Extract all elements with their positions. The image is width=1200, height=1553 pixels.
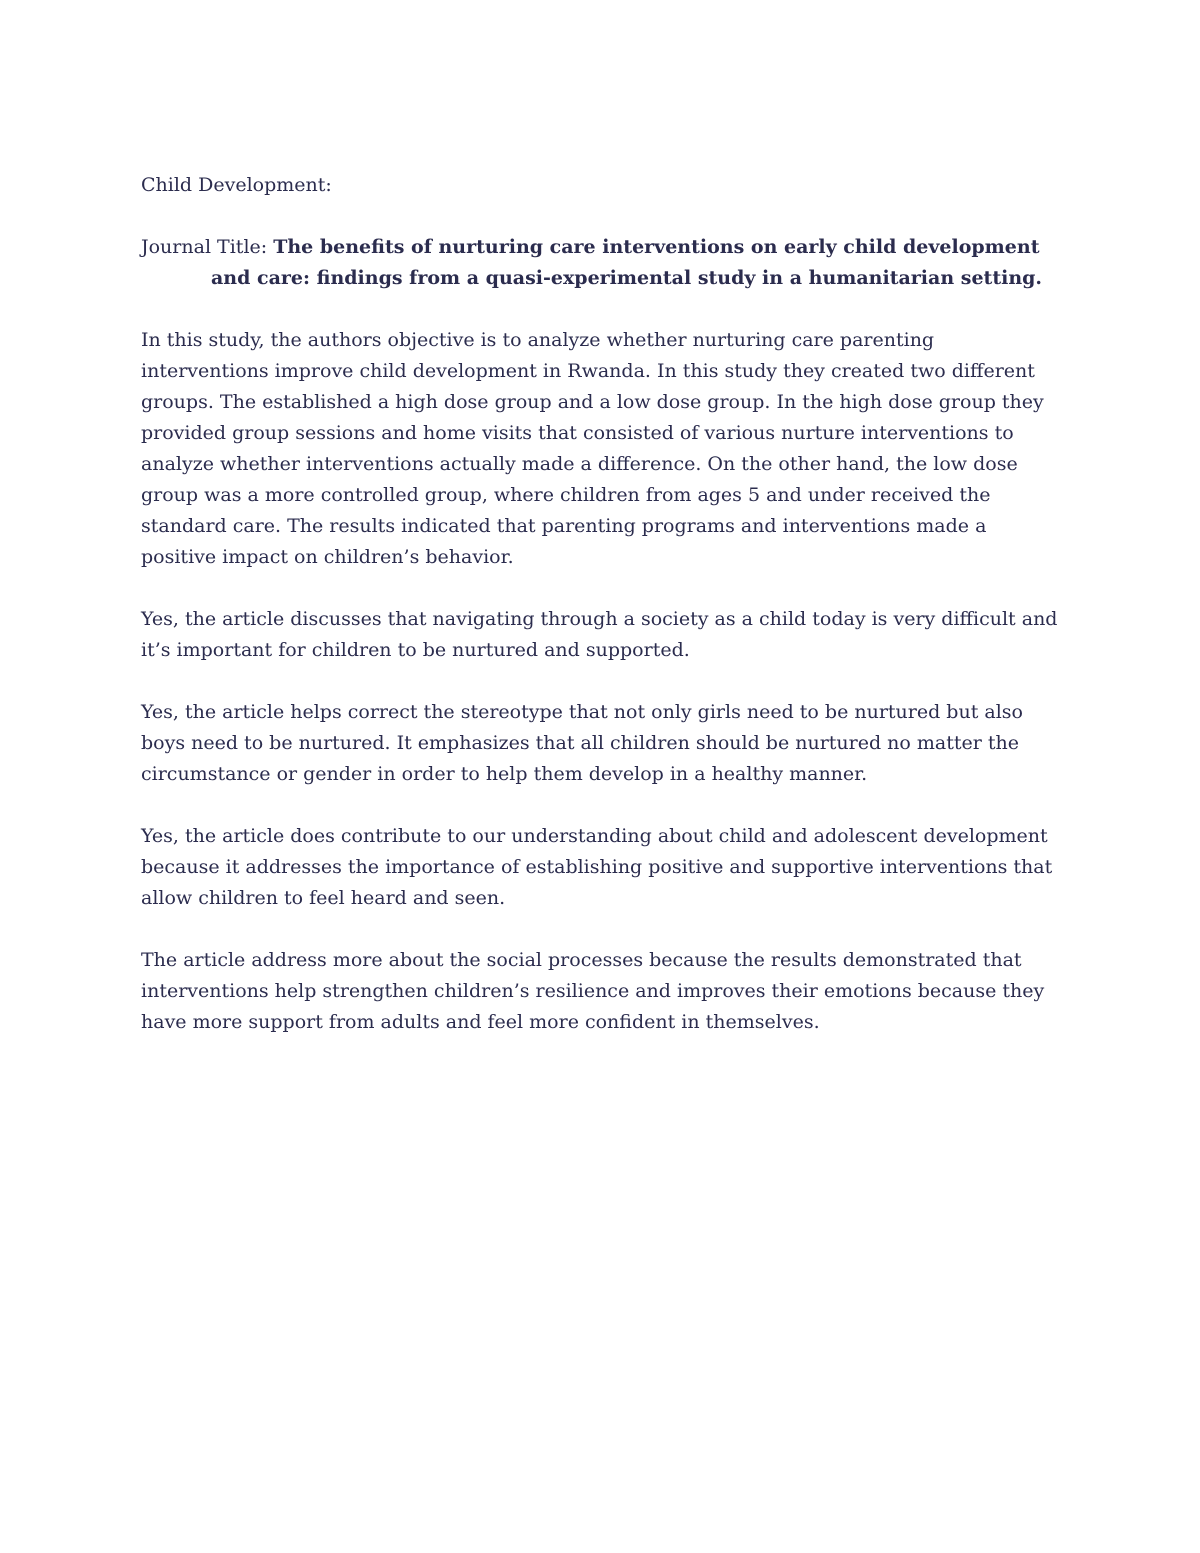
journal-title: The benefits of nurturing care interventions on early child development and care: findings from a quasi-experimental study in a humanitarian setting. (211, 236, 1043, 289)
journal-title-label: Journal Title: (141, 236, 274, 258)
paragraph-stereotype: Yes, the article helps correct the stereotype that not only girls need to be nurtured but also boys need to be nurtured. It emphasizes that all children should be nurtured no matter the circumstance or gender in order to help them develop in a healthy manner. (141, 701, 1023, 785)
paragraph-navigating-society: Yes, the article discusses that navigating through a society as a child today is very difficult and it’s important for children to be nurtured and supported. (141, 608, 1058, 661)
paragraph-social-processes: The article address more about the social processes because the results demonstrated that interventions help strengthen children’s resilience and improves their emotions because they have more support from adults and feel more confident in themselves. (141, 949, 1045, 1033)
document-body (141, 170, 1061, 1069)
paragraph-summary: In this study, the authors objective is to analyze whether nurturing care parenting interventions improve child development in Rwanda. In this study they created two different groups. The established a high dose group and a low dose group. In the high dose group they provided group sessions and home visits that consisted of various nurture interventions to analyze whether interventions actually made a difference. On the other hand, the low dose group was a more controlled group, where children from ages 5 and under received the standard care. The results indicated that parenting programs and interventions made a positive impact on children’s behavior. (141, 329, 1044, 568)
journal-title-line (141, 232, 1061, 294)
paragraph-contribution: Yes, the article does contribute to our understanding about child and adolescent development because it addresses the importance of establishing positive and supportive interventions that allow children to feel heard and seen. (141, 825, 1053, 909)
document-heading: Child Development: (141, 174, 332, 196)
